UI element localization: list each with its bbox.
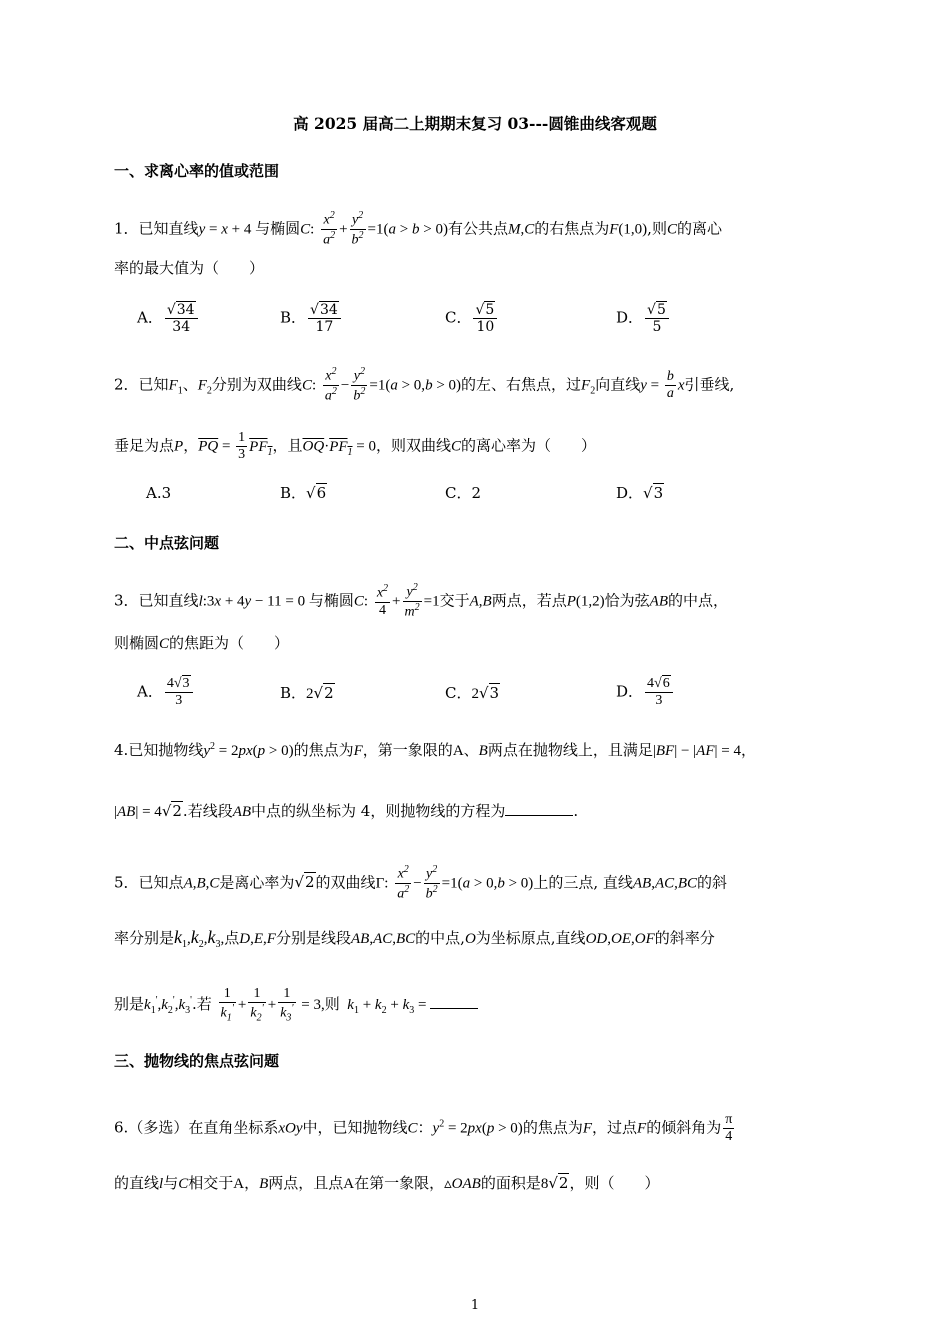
question-2-line-2: 垂足为点P，$\overline{PQ}$ = $\frac{1}{3}$ $PF_1$，且$\overline{OQ}\cdot PF_1 = 0$，则双曲线C的离心率为（ ） [114,430,597,463]
q3-option-b[interactable]: B．2√2 [280,684,334,702]
section-heading-1: 一、求离心率的值或范围 [114,162,280,180]
q2-option-b[interactable]: B．√6 [280,484,327,502]
question-5-line-1: 5．已知点A,B,C是离心率为√2的双曲线Γ: $\frac{x^2}{a^2}$ − $\frac{y^2}{b^2}$ =1(a > 0,b > 0)上的三点, 直线AB,AC,BC的斜 [114,864,728,902]
question-5-line-3: 别是$k_1',k_2',k_3'$.若 $\frac{1}{k_1'}$ + $\frac{1}{k_2'}$ + $\frac{1}{k_3'}$ = 3,则 $k_1 + k_2 + k_3$ = [114,986,478,1024]
q1-option-b[interactable]: B． $\frac{√34}{17}$ [280,302,343,335]
q1-option-a[interactable]: A． $\frac{√34}{34}$ [137,302,200,335]
q2-option-c[interactable]: C．2 [445,484,482,502]
question-4-line-1: 4.已知抛物线$y^2 = 2px(p > 0)$的焦点为F，第一象限的A、B两点在抛物线上，且满足|BF| − |AF| = 4， [114,741,756,759]
question-4-line-2: |AB| = 4√2.若线段AB中点的纵坐标为 4，则抛物线的方程为 . [114,802,579,820]
q1-option-d[interactable]: D． $\frac{√5}{5}$ [616,302,671,335]
page-title: 高 2025 届高二上期期末复习 03---圆锥曲线客观题 [293,114,657,133]
question-3-line-2: 则椭圆C的焦距为（ ） [114,634,290,652]
question-1-line-1: 1．已知直线y = x + 4 与椭圆C: $\frac{x^2}{a^2}$ + $\frac{y^2}{b^2}$ =1(a > b > 0)有公共点M,C的右焦点为F(1,0),则C的离心 [114,210,722,248]
q2-option-d[interactable]: D．√3 [616,484,664,502]
section-heading-3: 三、抛物线的焦点弦问题 [114,1052,280,1070]
question-5-line-2: 率分别是$k_1,k_2,k_3$,点D,E,F分别是线段AB,AC,BC的中点,O为坐标原点,直线OD,OE,OF的斜率分 [114,927,715,950]
q3-option-c[interactable]: C．2√3 [445,684,500,702]
question-6-line-2: 的直线l与C相交于A，B两点，且点A在第一象限，▵OAB的面积是8√2，则（ ） [114,1174,660,1192]
question-2-line-1: 2．已知$F_1$、$F_2$分别为双曲线C: $\frac{x^2}{a^2}$ − $\frac{y^2}{b^2}$ =1(a > 0,b > 0)的左、右焦点，过$F_2$向直线y = $\frac{b}{a}$ x引垂线, [114,366,735,404]
question-6-line-1: 6.（多选）在直角坐标系xOy中，已知抛物线C：$y^2 = 2px(p > 0)$的焦点为F，过点F的倾斜角为 $\frac{\pi}{4}$ [114,1112,733,1145]
section-heading-2: 二、中点弦问题 [114,534,220,552]
question-1-line-2: 率的最大值为（ ） [114,259,265,277]
question-3-line-1: 3．已知直线l:3x + 4y − 11 = 0 与椭圆C: $\frac{x^2}{4}$ + $\frac{y^2}{m^2}$ =1交于A,B两点，若点P(1,2)恰为弦AB的中点， [114,582,729,620]
page-number: 1 [470,1298,480,1313]
q2-option-a[interactable]: A.3 [146,484,172,502]
q3-option-d[interactable]: D． $\frac{4√6}{3}$ [616,676,675,709]
q1-option-c[interactable]: C． $\frac{√5}{10}$ [445,302,499,335]
q3-option-a[interactable]: A． $\frac{4√3}{3}$ [137,676,195,709]
